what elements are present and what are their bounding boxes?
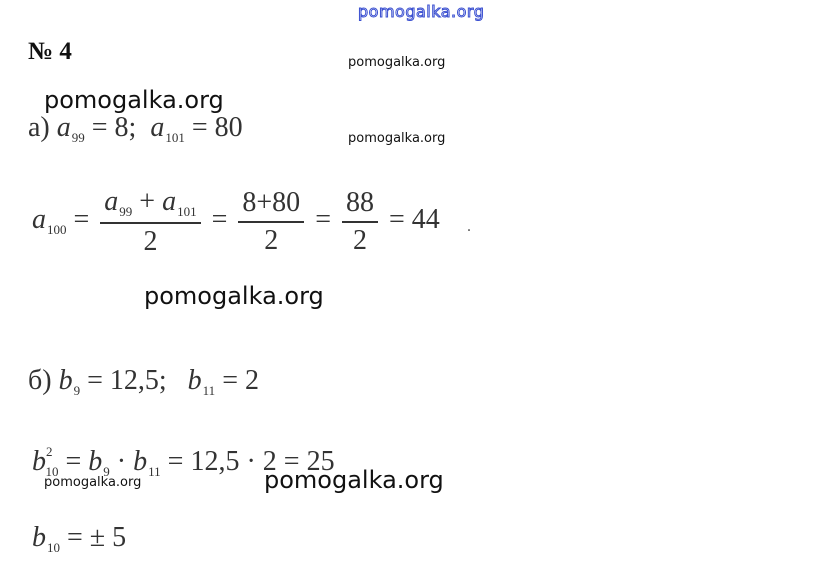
fraction-numerator: 8+80 xyxy=(242,187,301,218)
subscript: 10 xyxy=(47,540,60,555)
result: = 44 xyxy=(388,204,440,236)
var-b: b xyxy=(133,446,148,477)
watermark-small: pomogalka.org xyxy=(348,131,446,146)
subscript: 99 xyxy=(71,130,85,145)
equals-sign: = xyxy=(315,204,331,236)
subscript: 9 xyxy=(103,464,110,479)
fraction-numerator: 88 xyxy=(345,187,374,218)
given-value: = 12,5; xyxy=(87,365,167,396)
var-b: b xyxy=(32,446,46,477)
part-b-given xyxy=(28,365,259,399)
subscript: 100 xyxy=(47,222,67,238)
problem-number: № 4 xyxy=(28,38,72,65)
trailing-dot: . xyxy=(467,218,471,235)
watermark-large: pomogalka.org xyxy=(44,86,224,114)
equals-sign: = xyxy=(65,446,82,477)
multiply-dot: · xyxy=(116,446,127,477)
subscript: 9 xyxy=(73,383,81,398)
part-b-label: б) xyxy=(28,365,52,396)
part-a-label: а) xyxy=(28,112,50,143)
equals-sign: = xyxy=(73,204,90,236)
subscript: 11 xyxy=(148,464,161,479)
var-a: a xyxy=(56,112,71,143)
fraction-denominator: 2 xyxy=(264,224,279,256)
var-b: b xyxy=(88,446,103,477)
watermark-top: pomogalka.org xyxy=(358,2,485,21)
fraction xyxy=(238,187,304,257)
given-value: = 2 xyxy=(222,365,259,396)
given-value: = 8; xyxy=(91,112,137,143)
subscript: 11 xyxy=(202,383,216,398)
part-b-line2 xyxy=(32,444,335,480)
var-a: a xyxy=(150,112,165,143)
watermark-large: pomogalka.org xyxy=(144,282,324,310)
var-b: b xyxy=(32,522,46,553)
superscript: 2 xyxy=(46,444,53,459)
watermark-large: pomogalka.org xyxy=(264,466,444,494)
watermark-small: pomogalka.org xyxy=(348,55,446,70)
equals-sign: = xyxy=(211,204,228,236)
subscript: 10 xyxy=(45,464,59,479)
fraction xyxy=(342,187,378,257)
part-a-given xyxy=(28,112,243,146)
fraction-denominator: 2 xyxy=(143,225,158,257)
fraction-numerator: $a_{99} + a_{101}$ xyxy=(104,186,197,219)
result: = 12,5 · 2 = 25 xyxy=(167,446,335,477)
fraction-denominator: 2 xyxy=(352,224,367,256)
fraction xyxy=(100,186,200,258)
var-b: b xyxy=(58,365,73,396)
result: = ± 5 xyxy=(67,522,127,553)
var-b: b xyxy=(187,365,202,396)
part-b-line3 xyxy=(32,522,126,556)
given-value: = 80 xyxy=(191,112,243,143)
part-a-formula xyxy=(32,186,440,258)
subscript: 101 xyxy=(165,130,185,145)
watermark-small: pomogalka.org xyxy=(44,475,142,490)
var-a: a xyxy=(32,204,46,236)
